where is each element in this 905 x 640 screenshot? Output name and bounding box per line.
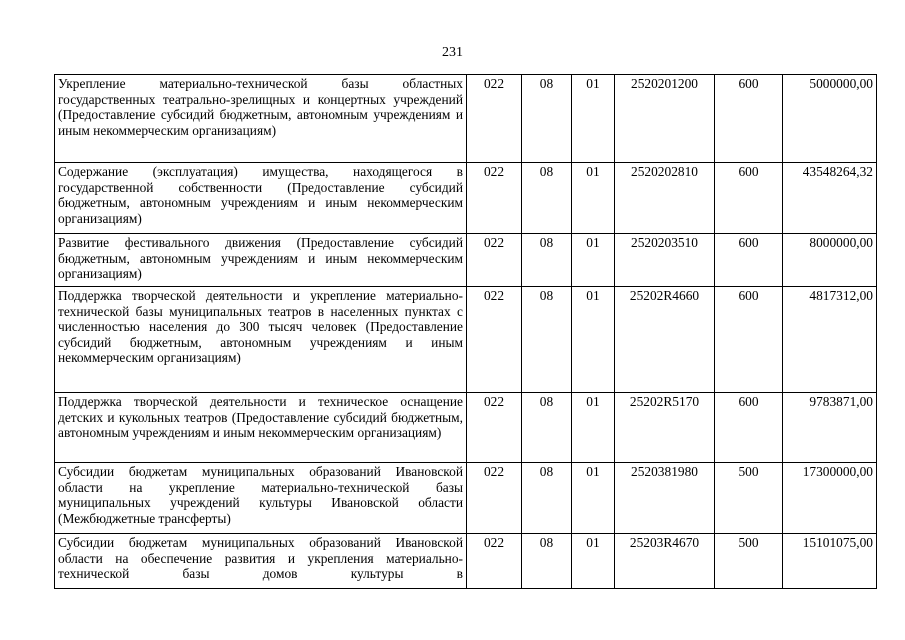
ministry-code: 022 (467, 463, 522, 534)
table-row (55, 163, 877, 234)
row-description: Поддержка творческой деятельности и укрепление материально-технической базы муниципальных театров в населенных пунктах с численностью населения до 300 тысяч человек (Предоставление субсидий бюджетным, автономным учреждениям и иным некоммерческим организациям) (55, 287, 467, 393)
section-code: 08 (522, 534, 572, 589)
subsection-code: 01 (572, 287, 615, 393)
subsection-code: 01 (572, 534, 615, 589)
subsection-code: 01 (572, 75, 615, 163)
expense-type-code: 500 (715, 463, 783, 534)
table-row (55, 234, 877, 287)
target-article-code: 25203R4670 (615, 534, 715, 589)
expense-type-code: 600 (715, 163, 783, 234)
amount: 4817312,00 (783, 287, 877, 393)
table-row (55, 393, 877, 463)
section-code: 08 (522, 393, 572, 463)
row-description: Субсидии бюджетам муниципальных образований Ивановской области на обеспечение развития и укрепления материально-технической базы домов культуры в (55, 534, 467, 589)
target-article-code: 2520202810 (615, 163, 715, 234)
amount: 43548264,32 (783, 163, 877, 234)
ministry-code: 022 (467, 163, 522, 234)
section-code: 08 (522, 234, 572, 287)
expense-type-code: 600 (715, 393, 783, 463)
amount: 15101075,00 (783, 534, 877, 589)
target-article-code: 25202R4660 (615, 287, 715, 393)
subsection-code: 01 (572, 463, 615, 534)
row-description: Субсидии бюджетам муниципальных образований Ивановской области на укрепление материально-технической базы муниципальных учреждений культуры Ивановской области (Межбюджетные трансферты) (55, 463, 467, 534)
ministry-code: 022 (467, 75, 522, 163)
table-row (55, 463, 877, 534)
section-code: 08 (522, 75, 572, 163)
page-number: 231 (442, 45, 463, 60)
subsection-code: 01 (572, 163, 615, 234)
row-description: Укрепление материально-технической базы областных государственных театрально-зрелищных и концертных учреждений (Предоставление субсидий бюджетным, автономным учреждениям и иным некоммерческим организациям) (55, 75, 467, 163)
table-row (55, 75, 877, 163)
ministry-code: 022 (467, 534, 522, 589)
subsection-code: 01 (572, 393, 615, 463)
row-description: Содержание (эксплуатация) имущества, находящегося в государственной собственности (Предоставление субсидий бюджетным, автономным учреждениям и иным некоммерческим организациям) (55, 163, 467, 234)
expense-type-code: 600 (715, 234, 783, 287)
amount: 5000000,00 (783, 75, 877, 163)
table-row (55, 534, 877, 589)
subsection-code: 01 (572, 234, 615, 287)
section-code: 08 (522, 163, 572, 234)
amount: 17300000,00 (783, 463, 877, 534)
ministry-code: 022 (467, 287, 522, 393)
amount: 9783871,00 (783, 393, 877, 463)
amount: 8000000,00 (783, 234, 877, 287)
section-code: 08 (522, 463, 572, 534)
row-description: Развитие фестивального движения (Предоставление субсидий бюджетным, автономным учреждениям и иным некоммерческим организациям) (55, 234, 467, 287)
ministry-code: 022 (467, 234, 522, 287)
target-article-code: 25202R5170 (615, 393, 715, 463)
ministry-code: 022 (467, 393, 522, 463)
section-code: 08 (522, 287, 572, 393)
target-article-code: 2520203510 (615, 234, 715, 287)
expense-type-code: 500 (715, 534, 783, 589)
table-row (55, 287, 877, 393)
budget-table (54, 74, 877, 589)
expense-type-code: 600 (715, 287, 783, 393)
target-article-code: 2520201200 (615, 75, 715, 163)
row-description: Поддержка творческой деятельности и техническое оснащение детских и кукольных театров (Предоставление субсидий бюджетным, автономным учреждениям и иным некоммерческим организациям) (55, 393, 467, 463)
expense-type-code: 600 (715, 75, 783, 163)
target-article-code: 2520381980 (615, 463, 715, 534)
